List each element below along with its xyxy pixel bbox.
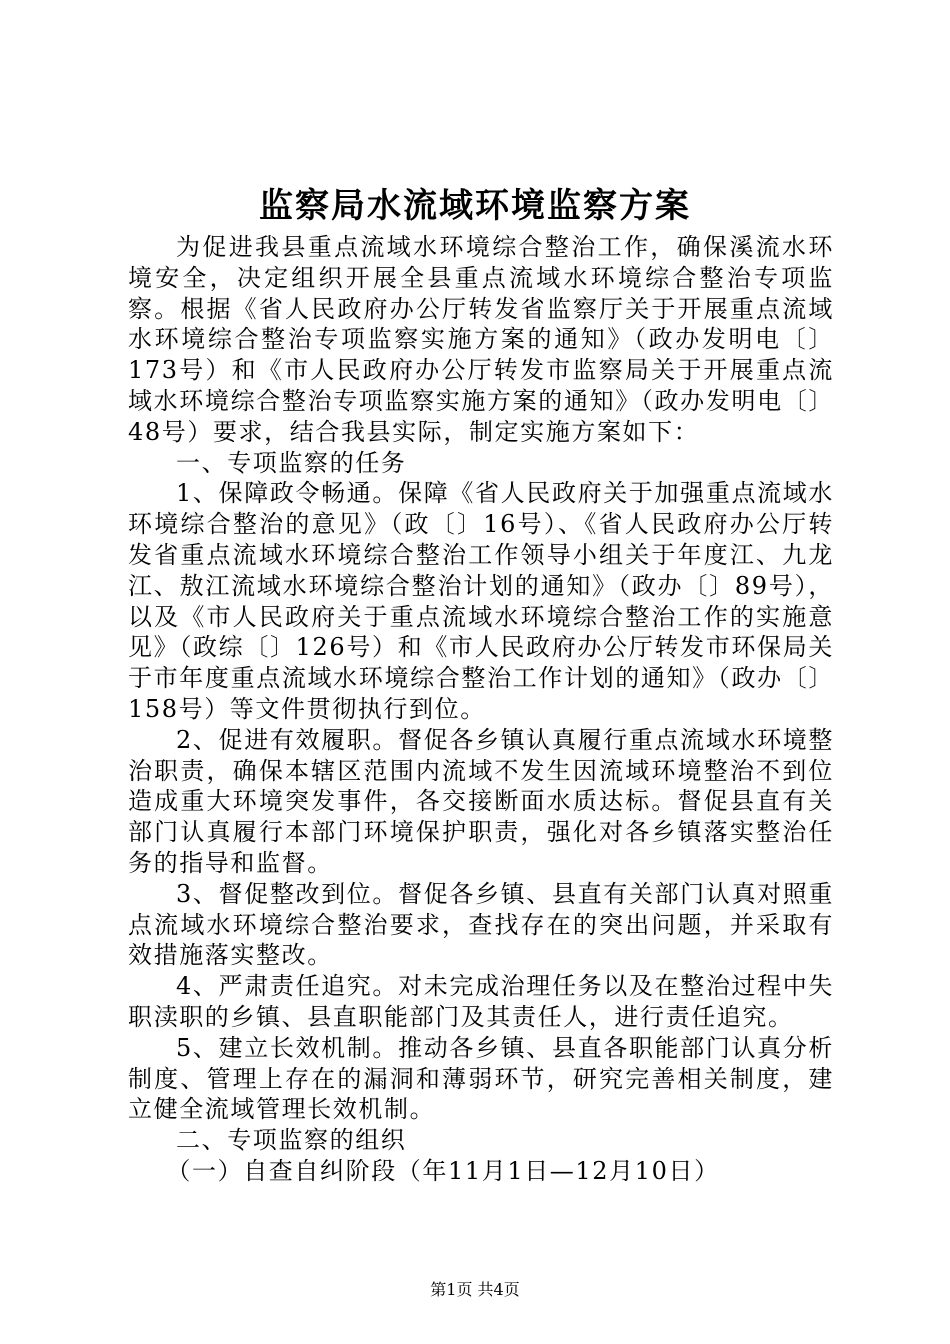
paragraph-intro: 为促进我县重点流域水环境综合整治工作，确保溪流水环境安全，决定组织开展全县重点流域水环境综合整治专项监察。根据《省人民政府办公厅转发省监察厅关于开展重点流域水环境综合整治专项监察实施方案的通知》（政办发明电〔〕173号）和《市人民政府办公厅转发市监察局关于开展重点流域水环境综合整治专项监察实施方案的通知》（政办发明电〔〕48号）要求，结合我县实际，制定实施方案如下：: [128, 233, 834, 446]
heading-section-1: 一、专项监察的任务: [176, 448, 407, 477]
paragraph-task-2: 2、促进有效履职。督促各乡镇认真履行重点流域水环境整治职责，确保本辖区范围内流域不发生因流域环境整治不到位造成重大环境突发事件，各交接断面水质达标。督促县直有关部门认真履行本部门环境保护职责，强化对各乡镇落实整治任务的指导和监督。: [128, 725, 834, 877]
paragraph-task-5: 5、建立长效机制。推动各乡镇、县直各职能部门认真分析制度、管理上存在的漏洞和薄弱环节，研究完善相关制度，建立健全流域管理长效机制。: [128, 1033, 834, 1124]
paragraph-task-1: 1、保障政令畅通。保障《省人民政府关于加强重点流域水环境综合整治的意见》（政〔〕16号）、《省人民政府办公厅转发省重点流域水环境综合整治工作领导小组关于年度江、九龙江、敖江流域水环境综合整治计划的通知》（政办〔〕89号），以及《市人民政府关于重点流域水环境综合整治工作的实施意见》（政综〔〕126号）和《市人民政府办公厅转发市环保局关于市年度重点流域水环境综合整治工作计划的通知》（政办〔〕158号）等文件贯彻执行到位。: [128, 479, 834, 723]
document-title: 监察局水流域环境监察方案: [259, 186, 691, 226]
page-number: 第1页 共4页: [430, 1280, 520, 1299]
heading-section-2: 二、专项监察的组织: [176, 1126, 407, 1155]
document-body: [128, 232, 834, 1187]
heading-subsection-1: （一）自查自纠阶段（年11月1日—12月10日）: [166, 1156, 720, 1185]
paragraph-task-4: 4、严肃责任追究。对未完成治理任务以及在整治过程中失职渎职的乡镇、县直职能部门及其责任人，进行责任追究。: [128, 972, 834, 1031]
paragraph-task-3: 3、督促整改到位。督促各乡镇、县直有关部门认真对照重点流域水环境综合整治要求，查找存在的突出问题，并采取有效措施落实整改。: [128, 879, 834, 970]
